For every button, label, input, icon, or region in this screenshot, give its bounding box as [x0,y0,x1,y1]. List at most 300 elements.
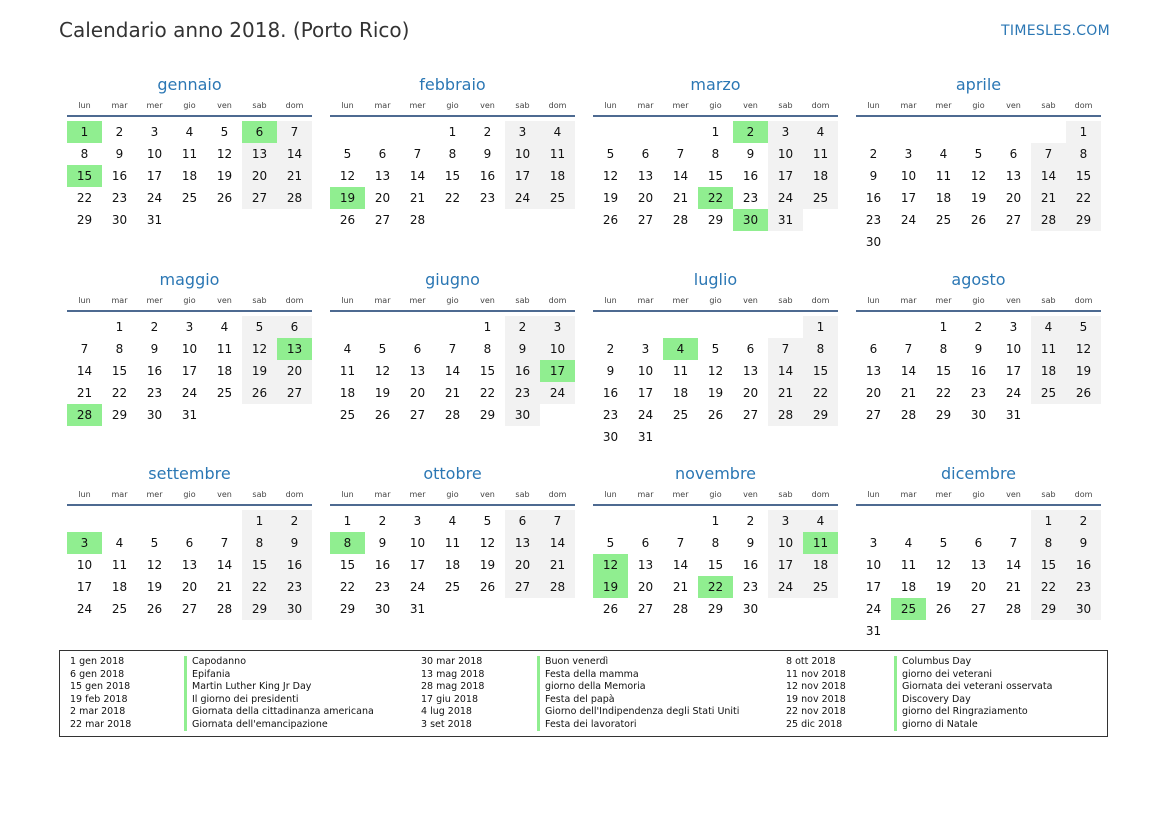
day-cell: 20 [637,580,654,594]
day-cell: 16 [479,169,496,183]
day-cell: 23 [479,191,496,205]
day-cell: 29 [1031,598,1066,620]
day-cell: 26 [970,213,987,227]
holiday-date: 6 gen 2018 [70,668,125,680]
weekday-label: lun [78,490,91,499]
month-settembre [67,463,312,658]
month-name: gennaio [157,75,222,94]
day-cell: 5 [1066,316,1101,338]
weekday-header [330,291,575,312]
empty-cell [593,316,628,338]
empty-cell [172,510,207,532]
weekday-label: lun [867,490,880,499]
day-cell: 13 [637,558,654,572]
day-cell: 16 [505,360,540,382]
day-cell: 19 [242,360,277,382]
month-giugno [330,269,575,464]
day-cell: 1 [448,125,457,139]
day-cell: 29 [111,407,128,422]
weekday-label: mar [637,101,654,110]
day-cell: 15 [111,363,128,378]
day-cell: 5 [483,514,492,528]
day-cell: 11 [672,363,689,378]
weekday-header [330,96,575,117]
day-cell: 13 [865,363,882,378]
day-cell: 11 [1031,338,1066,360]
day-cell: 31 [865,624,882,638]
weekday-label: mar [111,101,128,110]
empty-cell [996,121,1031,143]
weekday-label: sab [1041,490,1056,499]
weekday-label: lun [78,295,91,305]
day-cell: 8 [803,338,838,360]
day-cell: 25 [935,213,952,227]
empty-cell [593,510,628,532]
empty-cell [856,121,891,143]
day-cell: 1 [115,319,124,334]
day-cell: 15 [1066,165,1101,187]
holiday-day-cell: 19 [593,576,628,598]
day-cell: 20 [742,385,759,400]
day-cell: 21 [672,191,689,205]
day-cell: 23 [146,385,163,400]
day-cell: 28 [409,213,426,227]
day-cell: 6 [641,147,650,161]
empty-cell [663,510,698,532]
empty-cell [400,316,435,338]
day-cell: 14 [540,532,575,554]
day-cell: 19 [479,558,496,572]
holiday-date: 1 gen 2018 [70,656,125,667]
day-cell: 26 [242,382,277,404]
weekday-label: mer [146,101,163,110]
day-cell: 11 [540,143,575,165]
holiday-day-cell: 2 [733,121,768,143]
day-cell: 20 [181,580,198,594]
day-cell: 8 [1066,143,1101,165]
month-name: novembre [674,464,757,483]
day-cell: 31 [768,209,803,231]
day-cell: 7 [413,147,422,161]
day-cell: 3 [540,316,575,338]
day-cell: 4 [540,121,575,143]
holiday-date: 22 nov 2018 [786,706,846,717]
weekday-label: mer [935,295,952,305]
day-cell: 22 [76,191,93,205]
day-cell: 6 [1009,147,1018,161]
holiday-name: Festa della mamma [537,669,739,682]
day-cell: 2 [115,125,124,139]
day-cell: 18 [900,580,917,594]
weekday-label: sab [1041,101,1056,110]
day-cell: 23 [277,576,312,598]
day-cell: 13 [409,363,426,378]
day-cell: 2 [378,514,387,528]
day-cell: 13 [1005,169,1022,183]
day-cell: 14 [277,143,312,165]
day-cell: 23 [505,382,540,404]
holiday-name: giorno del Ringraziamento [894,706,1052,719]
day-cell: 14 [672,558,689,572]
weekday-label: ven [1006,295,1021,305]
day-cell: 5 [606,147,615,161]
holiday-name: giorno di Natale [894,719,1052,732]
day-cell: 11 [935,169,952,183]
weekday-label: sab [515,295,530,305]
day-cell: 3 [150,125,159,139]
weekday-label: gio [709,295,722,305]
day-cell: 14 [76,363,93,378]
day-cell: 10 [637,363,654,378]
weekday-label: gio [183,295,196,305]
day-cell: 25 [803,576,838,598]
day-cell: 24 [768,576,803,598]
holiday-name: Giorno dell'Indipendenza degli Stati Uniti [537,706,739,719]
day-cell: 3 [768,510,803,532]
empty-cell [891,121,926,143]
day-cell: 29 [935,407,952,422]
weekday-label: dom [1074,295,1093,305]
day-cell: 20 [1005,191,1022,205]
day-cell: 27 [865,407,882,422]
day-cell: 9 [606,363,615,378]
empty-cell [137,510,172,532]
day-cell: 30 [146,407,163,422]
day-cell: 14 [409,169,426,183]
weekday-label: mer [672,295,689,305]
day-cell: 30 [277,598,312,620]
day-cell: 19 [602,191,619,205]
day-cell: 13 [181,558,198,572]
day-cell: 30 [742,602,759,616]
month-name: maggio [159,269,220,289]
day-cell: 8 [939,341,948,356]
month-luglio [593,269,838,464]
day-cell: 23 [970,385,987,400]
day-cell: 30 [865,235,882,249]
day-cell: 12 [374,363,391,378]
day-cell: 26 [479,580,496,594]
weekday-label: mar [111,490,128,499]
day-cell: 19 [146,580,163,594]
day-cell: 25 [111,602,128,616]
weekday-label: lun [604,490,617,499]
day-grid [593,121,838,231]
day-cell: 26 [602,213,619,227]
day-cell: 4 [343,341,352,356]
day-cell: 8 [80,147,89,161]
day-cell: 26 [935,602,952,616]
day-cell: 11 [339,363,356,378]
day-cell: 21 [277,165,312,187]
day-cell: 7 [540,510,575,532]
holiday-name: giorno dei veterani [894,669,1052,682]
day-cell: 5 [343,147,352,161]
day-cell: 28 [672,602,689,616]
month-maggio [67,269,312,464]
day-cell: 15 [707,169,724,183]
day-cell: 10 [900,169,917,183]
weekday-label: mer [409,295,426,305]
empty-cell [365,316,400,338]
weekday-label: mar [374,101,391,110]
day-cell: 21 [540,554,575,576]
day-cell: 20 [637,191,654,205]
day-cell: 27 [181,602,198,616]
empty-cell [628,510,663,532]
holiday-dates-column [70,656,131,731]
day-cell: 10 [181,341,198,356]
day-cell: 21 [1005,580,1022,594]
weekday-header [67,485,312,506]
day-cell: 9 [1066,532,1101,554]
day-cell: 28 [1005,602,1022,616]
day-grid [856,121,1101,253]
day-cell: 23 [602,407,619,422]
weekday-label: sab [515,490,530,499]
day-cell: 22 [1066,187,1101,209]
day-cell: 14 [1031,165,1066,187]
holiday-date: 2 mar 2018 [70,706,126,717]
day-cell: 7 [448,341,457,356]
day-grid [330,316,575,426]
day-cell: 27 [505,576,540,598]
day-cell: 11 [900,558,917,572]
day-cell: 20 [277,360,312,382]
day-cell: 23 [111,191,128,205]
weekday-label: sab [778,295,793,305]
holiday-date: 8 ott 2018 [786,656,836,667]
weekday-label: mer [409,101,426,110]
day-cell: 18 [339,385,356,400]
empty-cell [1031,121,1066,143]
day-cell: 8 [115,341,124,356]
holiday-day-cell: 22 [698,576,733,598]
empty-cell [67,316,102,338]
day-grid [67,316,312,426]
weekday-label: mer [146,490,163,499]
day-cell: 18 [1031,360,1066,382]
day-cell: 26 [339,213,356,227]
weekday-label: dom [1074,101,1093,110]
day-cell: 16 [742,558,759,572]
day-cell: 10 [505,143,540,165]
day-cell: 6 [505,510,540,532]
day-cell: 28 [768,404,803,426]
empty-cell [891,510,926,532]
month-name: dicembre [940,464,1017,483]
empty-cell [102,510,137,532]
weekday-label: gio [972,295,985,305]
weekday-header [856,291,1101,312]
day-cell: 16 [742,169,759,183]
day-cell: 20 [505,554,540,576]
day-cell: 24 [409,580,426,594]
day-cell: 21 [900,385,917,400]
weekday-label: ven [480,490,495,499]
empty-cell [330,316,365,338]
day-cell: 1 [343,514,352,528]
day-cell: 25 [216,385,233,400]
weekday-label: ven [743,101,758,110]
day-cell: 8 [711,536,720,550]
weekday-label: sab [252,295,267,305]
day-cell: 13 [242,143,277,165]
day-cell: 7 [1031,143,1066,165]
day-cell: 26 [146,602,163,616]
day-cell: 22 [242,576,277,598]
day-cell: 6 [974,536,983,550]
day-cell: 17 [768,554,803,576]
empty-cell [961,510,996,532]
month-name: settembre [148,464,231,483]
day-cell: 11 [181,147,198,161]
day-cell: 28 [216,602,233,616]
day-cell: 1 [1066,121,1101,143]
day-cell: 2 [606,341,615,356]
day-cell: 3 [1009,319,1018,334]
weekday-label: gio [972,490,985,499]
day-cell: 3 [869,536,878,550]
holiday-name: giorno della Memoria [537,681,739,694]
weekday-label: mar [900,490,917,499]
day-cell: 25 [339,407,356,422]
day-cell: 28 [444,407,461,422]
holiday-date: 17 giu 2018 [421,693,478,705]
day-cell: 26 [1066,382,1101,404]
day-cell: 21 [216,580,233,594]
weekday-label: lun [341,490,354,499]
month-agosto [856,269,1101,464]
day-cell: 9 [505,338,540,360]
day-cell: 4 [803,121,838,143]
day-cell: 24 [768,187,803,209]
weekday-label: dom [285,295,304,305]
day-cell: 29 [339,602,356,616]
day-cell: 27 [970,602,987,616]
day-cell: 25 [672,407,689,422]
day-cell: 25 [540,187,575,209]
day-cell: 17 [865,580,882,594]
day-cell: 5 [939,536,948,550]
holiday-name: Buon venerdì [537,656,739,669]
day-cell: 21 [444,385,461,400]
holiday-day-cell: 22 [698,187,733,209]
day-cell: 28 [277,187,312,209]
day-cell: 3 [904,147,913,161]
day-grid [67,510,312,620]
holiday-day-cell: 17 [540,360,575,382]
empty-cell [628,121,663,143]
day-cell: 14 [444,363,461,378]
brand-link[interactable]: TIMESLES.COM [1001,23,1110,39]
day-cell: 16 [146,363,163,378]
month-novembre [593,463,838,658]
day-cell: 2 [150,319,159,334]
day-cell: 5 [220,125,229,139]
day-cell: 30 [505,404,540,426]
weekday-label: sab [778,490,793,499]
holiday-names-column [537,656,739,731]
day-cell: 21 [672,580,689,594]
day-cell: 13 [374,169,391,183]
day-cell: 27 [742,407,759,422]
day-cell: 16 [602,385,619,400]
day-cell: 22 [935,385,952,400]
day-cell: 12 [602,169,619,183]
holiday-date: 4 lug 2018 [421,706,472,717]
weekday-label: lun [341,101,354,110]
day-cell: 22 [1031,576,1066,598]
day-cell: 15 [803,360,838,382]
empty-cell [207,510,242,532]
day-cell: 26 [707,407,724,422]
empty-cell [330,121,365,143]
holiday-date: 22 mar 2018 [70,718,132,730]
holiday-name: Festa del papà [537,694,739,707]
weekday-label: ven [1006,490,1021,499]
day-cell: 18 [803,554,838,576]
weekday-header [856,96,1101,117]
day-cell: 9 [483,147,492,161]
weekday-label: gio [709,101,722,110]
day-cell: 27 [637,213,654,227]
weekday-label: ven [217,101,232,110]
page-title: Calendario anno 2018. (Porto Rico) [59,18,410,42]
holiday-day-cell: 13 [277,338,312,360]
weekday-label: mer [935,101,952,110]
weekday-label: lun [604,295,617,305]
weekday-label: gio [446,101,459,110]
day-cell: 29 [1066,209,1101,231]
weekday-label: ven [743,490,758,499]
day-cell: 24 [865,602,882,616]
weekday-label: mar [900,295,917,305]
day-cell: 12 [339,169,356,183]
weekday-label: sab [252,490,267,499]
day-cell: 2 [505,316,540,338]
day-cell: 30 [111,213,128,227]
holiday-date: 12 nov 2018 [786,681,846,692]
holiday-day-cell: 19 [330,187,365,209]
day-cell: 5 [378,341,387,356]
empty-cell [593,121,628,143]
day-cell: 12 [707,363,724,378]
day-cell: 20 [242,165,277,187]
day-cell: 10 [1005,341,1022,356]
weekday-label: dom [548,101,567,110]
holiday-date: 13 mag 2018 [421,668,485,680]
day-cell: 30 [970,407,987,422]
empty-cell [400,121,435,143]
day-cell: 22 [444,191,461,205]
day-cell: 7 [768,338,803,360]
day-grid [593,316,838,448]
weekday-label: sab [778,101,793,110]
day-cell: 21 [768,382,803,404]
day-cell: 31 [637,429,654,444]
weekday-label: mer [672,101,689,110]
holiday-names-column [894,656,1052,731]
day-cell: 22 [339,580,356,594]
day-cell: 31 [1005,407,1022,422]
weekday-label: lun [78,101,91,110]
empty-cell [961,121,996,143]
holiday-name: Martin Luther King Jr Day [184,681,374,694]
day-cell: 18 [216,363,233,378]
empty-cell [698,316,733,338]
day-cell: 25 [803,187,838,209]
